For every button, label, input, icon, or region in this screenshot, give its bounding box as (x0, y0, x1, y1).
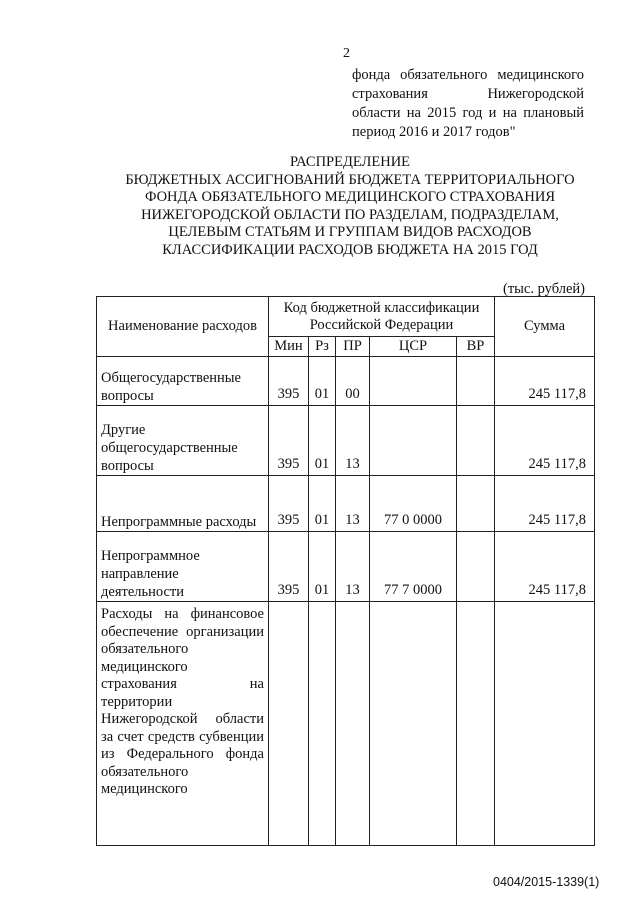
row-vr (457, 357, 495, 406)
row-csr (370, 602, 457, 846)
row-min: 395 (269, 532, 309, 602)
row-pr: 00 (336, 357, 370, 406)
row-sum (495, 602, 595, 846)
row-min: 395 (269, 357, 309, 406)
header-sum: Сумма (495, 297, 595, 357)
row-rz: 01 (309, 406, 336, 476)
units-label: (тыс. рублей) (503, 281, 585, 297)
row-vr (457, 532, 495, 602)
header-vr: ВР (457, 337, 495, 357)
row-sum: 245 117,8 (495, 357, 595, 406)
row-csr: 77 0 0000 (370, 476, 457, 532)
footer-code: 0404/2015-1339(1) (493, 875, 600, 889)
heading-line: НИЖЕГОРОДСКОЙ ОБЛАСТИ ПО РАЗДЕЛАМ, ПОДРАЗДЕЛАМ, (141, 206, 559, 223)
document-subtitle (352, 66, 584, 142)
heading-line: БЮДЖЕТНЫХ АССИГНОВАНИЙ БЮДЖЕТА ТЕРРИТОРИАЛЬНОГО (125, 171, 575, 188)
row-sum: 245 117,8 (495, 406, 595, 476)
table-row (97, 532, 595, 602)
row-min: 395 (269, 476, 309, 532)
header-pr: ПР (336, 337, 370, 357)
document-heading (100, 154, 600, 259)
row-rz (309, 602, 336, 846)
row-name: Общегосударственные вопросы (97, 357, 269, 406)
subtitle-line: страхования Нижегородской (352, 86, 584, 102)
subtitle-line: области на 2015 год и на плановый (352, 105, 584, 121)
table-row (97, 357, 595, 406)
row-pr: 13 (336, 532, 370, 602)
row-pr: 13 (336, 406, 370, 476)
header-name: Наименование расходов (97, 297, 269, 357)
row-name: Другие общегосударственные вопросы (97, 406, 269, 476)
heading-line: ЦЕЛЕВЫМ СТАТЬЯМ И ГРУППАМ ВИДОВ РАСХОДОВ (168, 224, 532, 240)
row-rz: 01 (309, 476, 336, 532)
row-vr (457, 406, 495, 476)
header-code-group: Код бюджетной классификации Российской Федерации (269, 297, 495, 337)
heading-line: ФОНДА ОБЯЗАТЕЛЬНОГО МЕДИЦИНСКОГО СТРАХОВАНИЯ (144, 189, 556, 205)
row-vr (457, 602, 495, 846)
table-row (97, 406, 595, 476)
header-csr: ЦСР (370, 337, 457, 357)
row-csr: 77 7 0000 (370, 532, 457, 602)
table-header-row (97, 297, 595, 337)
row-csr (370, 357, 457, 406)
table-row (97, 476, 595, 532)
row-vr (457, 476, 495, 532)
row-min: 395 (269, 406, 309, 476)
row-min (269, 602, 309, 846)
row-sum: 245 117,8 (495, 532, 595, 602)
header-rz: Рз (309, 337, 336, 357)
header-min: Мин (269, 337, 309, 357)
heading-line: РАСПРЕДЕЛЕНИЕ (289, 154, 411, 170)
row-name: Непрограммное направление деятельности (97, 532, 269, 602)
row-pr (336, 602, 370, 846)
heading-line: КЛАССИФИКАЦИИ РАСХОДОВ БЮДЖЕТА НА 2015 ГОД (162, 241, 538, 258)
row-rz: 01 (309, 357, 336, 406)
table-row (97, 602, 595, 846)
subtitle-line: фонда обязательного медицинского (352, 67, 584, 83)
budget-table (96, 296, 595, 846)
row-pr: 13 (336, 476, 370, 532)
row-rz: 01 (309, 532, 336, 602)
row-name: Непрограммные расходы (97, 476, 269, 532)
row-name: Расходы на финансовое обеспечение организации обязательного медицинского страхования на территории Нижегородской области за счет средств субвенции из Федерального фонда обязательного медицинского (97, 602, 269, 846)
page-number: 2 (343, 46, 350, 61)
subtitle-line: период 2016 и 2017 годов" (352, 124, 516, 140)
row-sum: 245 117,8 (495, 476, 595, 532)
row-csr (370, 406, 457, 476)
